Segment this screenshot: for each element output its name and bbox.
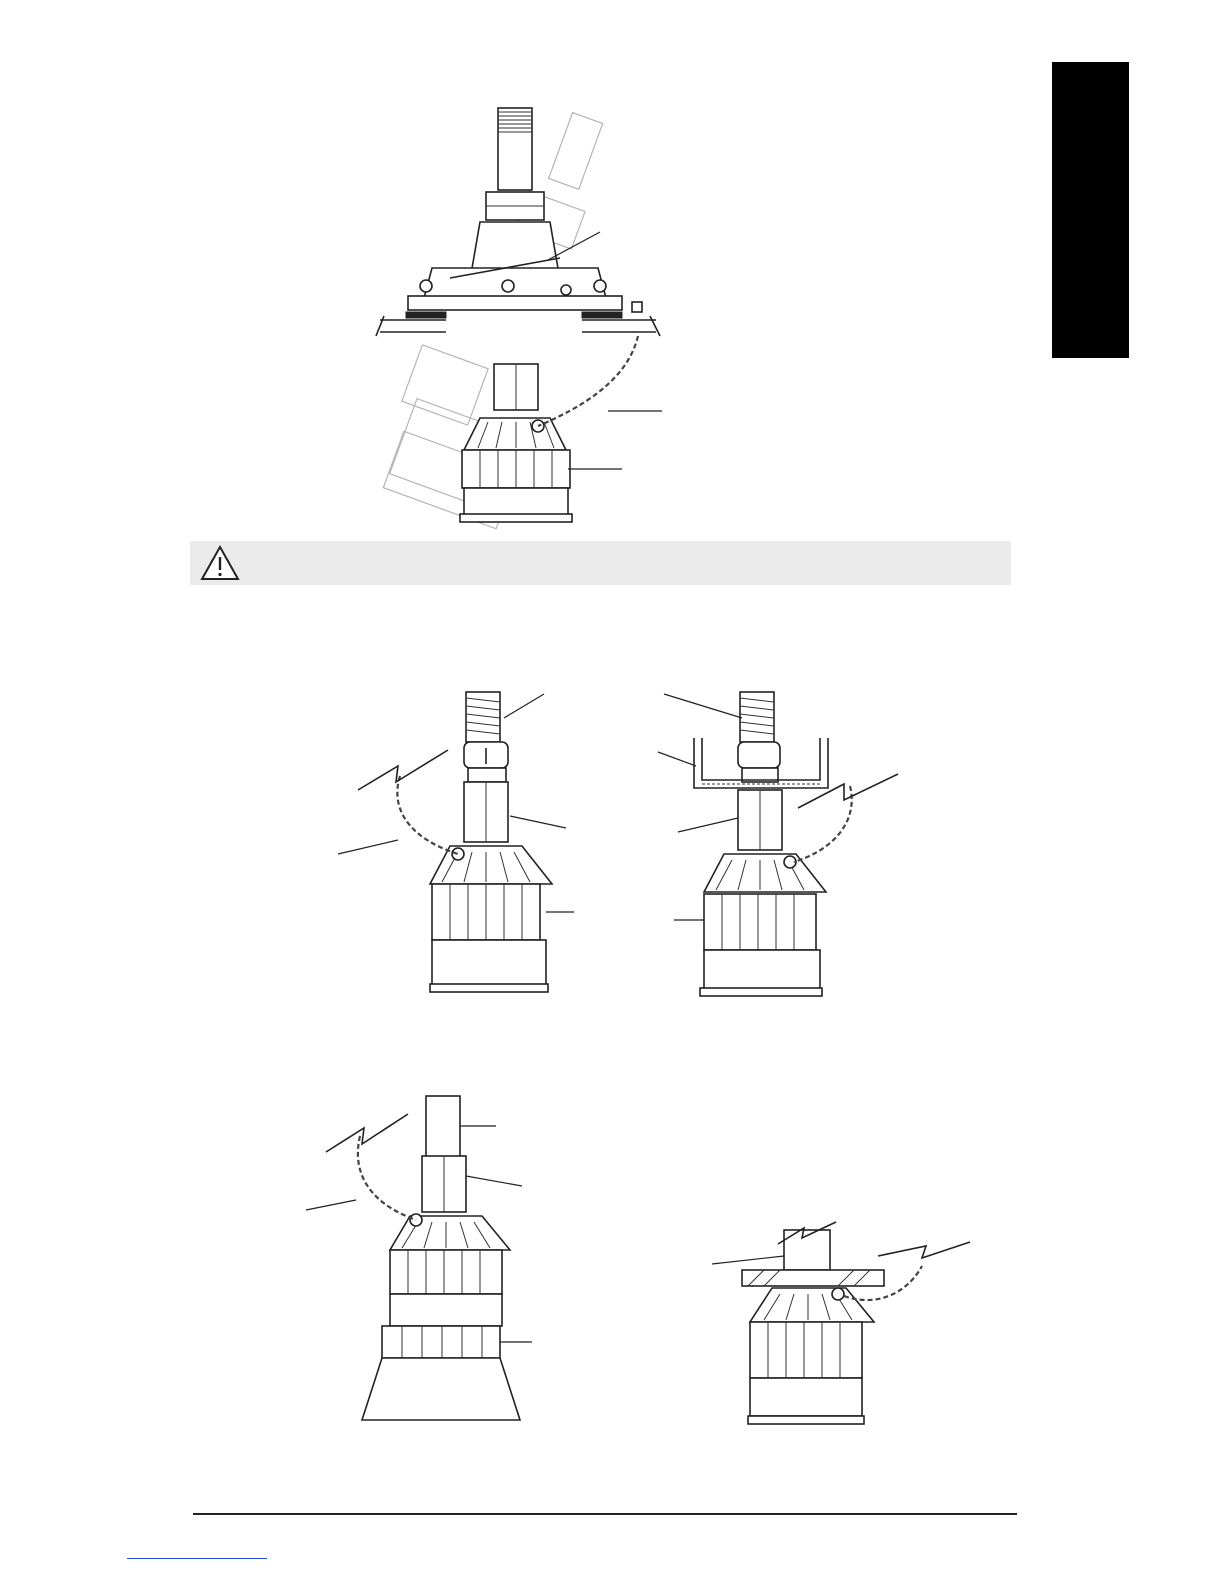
warning-bar — [190, 541, 1011, 585]
safety-chain — [538, 336, 638, 426]
safety-chain — [358, 1136, 416, 1220]
footer-rule — [193, 1513, 1017, 1515]
safety-chain — [397, 776, 458, 854]
sensor-body — [390, 1250, 502, 1294]
sensor-cap — [704, 854, 826, 892]
figure-flat-plate-mount — [708, 1222, 978, 1428]
sensor-cap — [750, 1288, 874, 1322]
swivel-bracket — [424, 268, 606, 298]
sensor-body — [704, 894, 816, 950]
horn-shield — [362, 1358, 520, 1420]
figure-swivel-flange-mount — [370, 100, 670, 530]
flexible-conduit — [466, 692, 500, 742]
sensor-cap — [390, 1216, 510, 1250]
warning-triangle-icon — [200, 545, 240, 581]
sensor-body — [750, 1322, 862, 1378]
figure-rigid-pipe-mount — [306, 1090, 546, 1430]
footer-link-underline[interactable] — [127, 1558, 267, 1559]
mounting-flange — [408, 296, 622, 310]
figure-flexible-conduit-mount — [338, 688, 578, 998]
figure-channel-bracket-mount — [658, 688, 908, 1008]
safety-chain — [794, 786, 852, 862]
section-edge-tab — [1052, 62, 1129, 358]
